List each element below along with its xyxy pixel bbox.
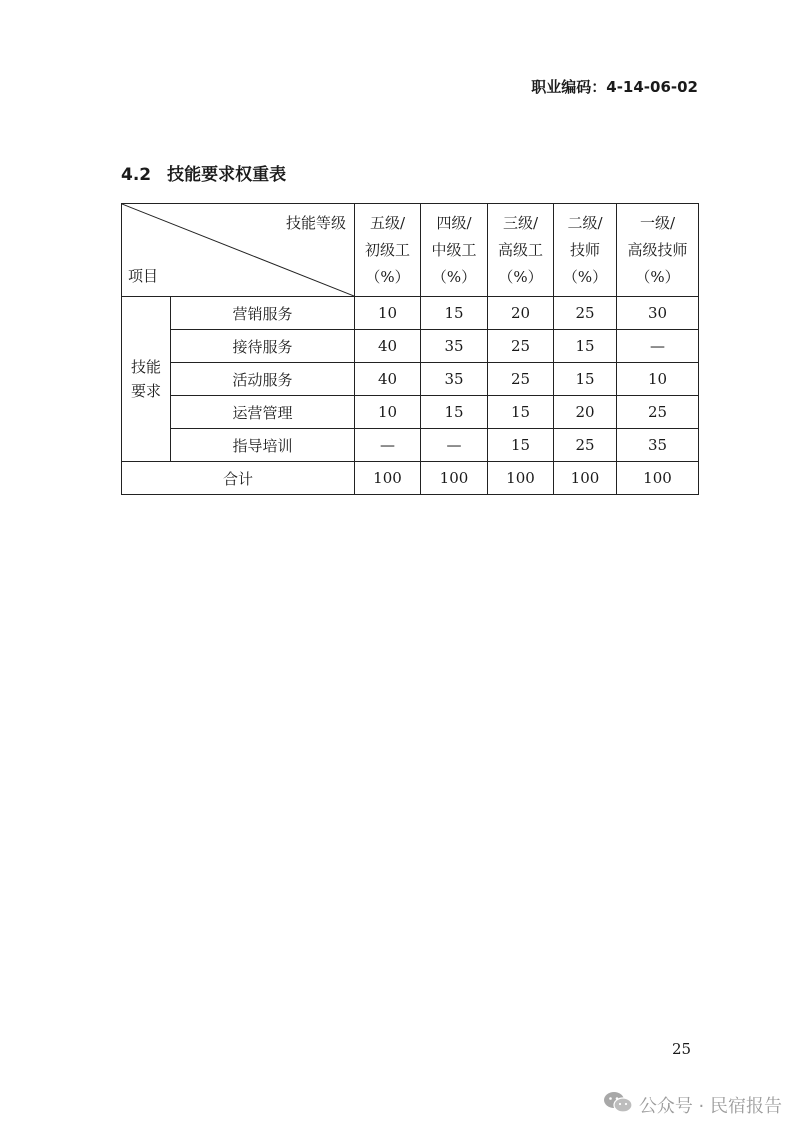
value-cell: 25 xyxy=(488,363,554,396)
value-cell: 10 xyxy=(355,297,421,330)
value-cell: 10 xyxy=(355,396,421,429)
total-value: 100 xyxy=(355,462,421,495)
value-cell: 25 xyxy=(554,429,617,462)
value-cell: 15 xyxy=(554,330,617,363)
value-cell: 25 xyxy=(488,330,554,363)
value-cell: 20 xyxy=(488,297,554,330)
value-cell: 30 xyxy=(617,297,699,330)
value-cell: 40 xyxy=(355,330,421,363)
value-cell: 15 xyxy=(421,396,488,429)
value-cell: — xyxy=(617,330,699,363)
total-row xyxy=(122,462,699,495)
value-cell: 20 xyxy=(554,396,617,429)
page-number: 25 xyxy=(672,1040,692,1058)
level-header: 四级/ 中级工 （%） xyxy=(421,204,488,297)
row-name: 运营管理 xyxy=(171,396,355,429)
value-cell: 25 xyxy=(617,396,699,429)
value-cell: — xyxy=(355,429,421,462)
wechat-icon xyxy=(603,1090,633,1119)
value-cell: 15 xyxy=(488,429,554,462)
corner-bottom-label: 项目 xyxy=(128,267,159,285)
level-header: 三级/ 高级工 （%） xyxy=(488,204,554,297)
watermark-text: 公众号 · 民宿报告 xyxy=(638,1095,782,1117)
value-cell: 25 xyxy=(554,297,617,330)
row-name: 接待服务 xyxy=(171,330,355,363)
value-cell: 10 xyxy=(617,363,699,396)
table-header-row xyxy=(122,204,699,297)
value-cell: 15 xyxy=(421,297,488,330)
table-row xyxy=(122,330,699,363)
table-row xyxy=(122,363,699,396)
value-cell: 40 xyxy=(355,363,421,396)
row-name: 营销服务 xyxy=(171,297,355,330)
value-cell: 15 xyxy=(554,363,617,396)
value-cell: — xyxy=(421,429,488,462)
section-heading xyxy=(121,160,286,185)
group-label-cell: 技能 要求 xyxy=(122,297,171,462)
value-cell: 15 xyxy=(488,396,554,429)
total-value: 100 xyxy=(421,462,488,495)
total-value: 100 xyxy=(617,462,699,495)
occupation-code: 职业编码：4-14-06-02 xyxy=(531,78,698,96)
value-cell: 35 xyxy=(421,330,488,363)
level-header: 二级/ 技师 （%） xyxy=(554,204,617,297)
value-cell: 35 xyxy=(421,363,488,396)
total-value: 100 xyxy=(554,462,617,495)
corner-header-cell xyxy=(122,204,355,297)
total-value: 100 xyxy=(488,462,554,495)
row-name: 活动服务 xyxy=(171,363,355,396)
total-label: 合计 xyxy=(122,462,355,495)
skill-weight-table xyxy=(121,203,699,495)
table-row xyxy=(122,297,699,330)
table-row xyxy=(122,396,699,429)
corner-top-label: 技能等级 xyxy=(285,214,346,232)
level-header: 五级/ 初级工 （%） xyxy=(355,204,421,297)
watermark xyxy=(603,1090,782,1119)
table-row xyxy=(122,429,699,462)
row-name: 指导培训 xyxy=(171,429,355,462)
section-title: 技能要求权重表 xyxy=(167,165,287,185)
level-header: 一级/ 高级技师 （%） xyxy=(617,204,699,297)
value-cell: 35 xyxy=(617,429,699,462)
section-number: 4.2 xyxy=(121,165,152,185)
